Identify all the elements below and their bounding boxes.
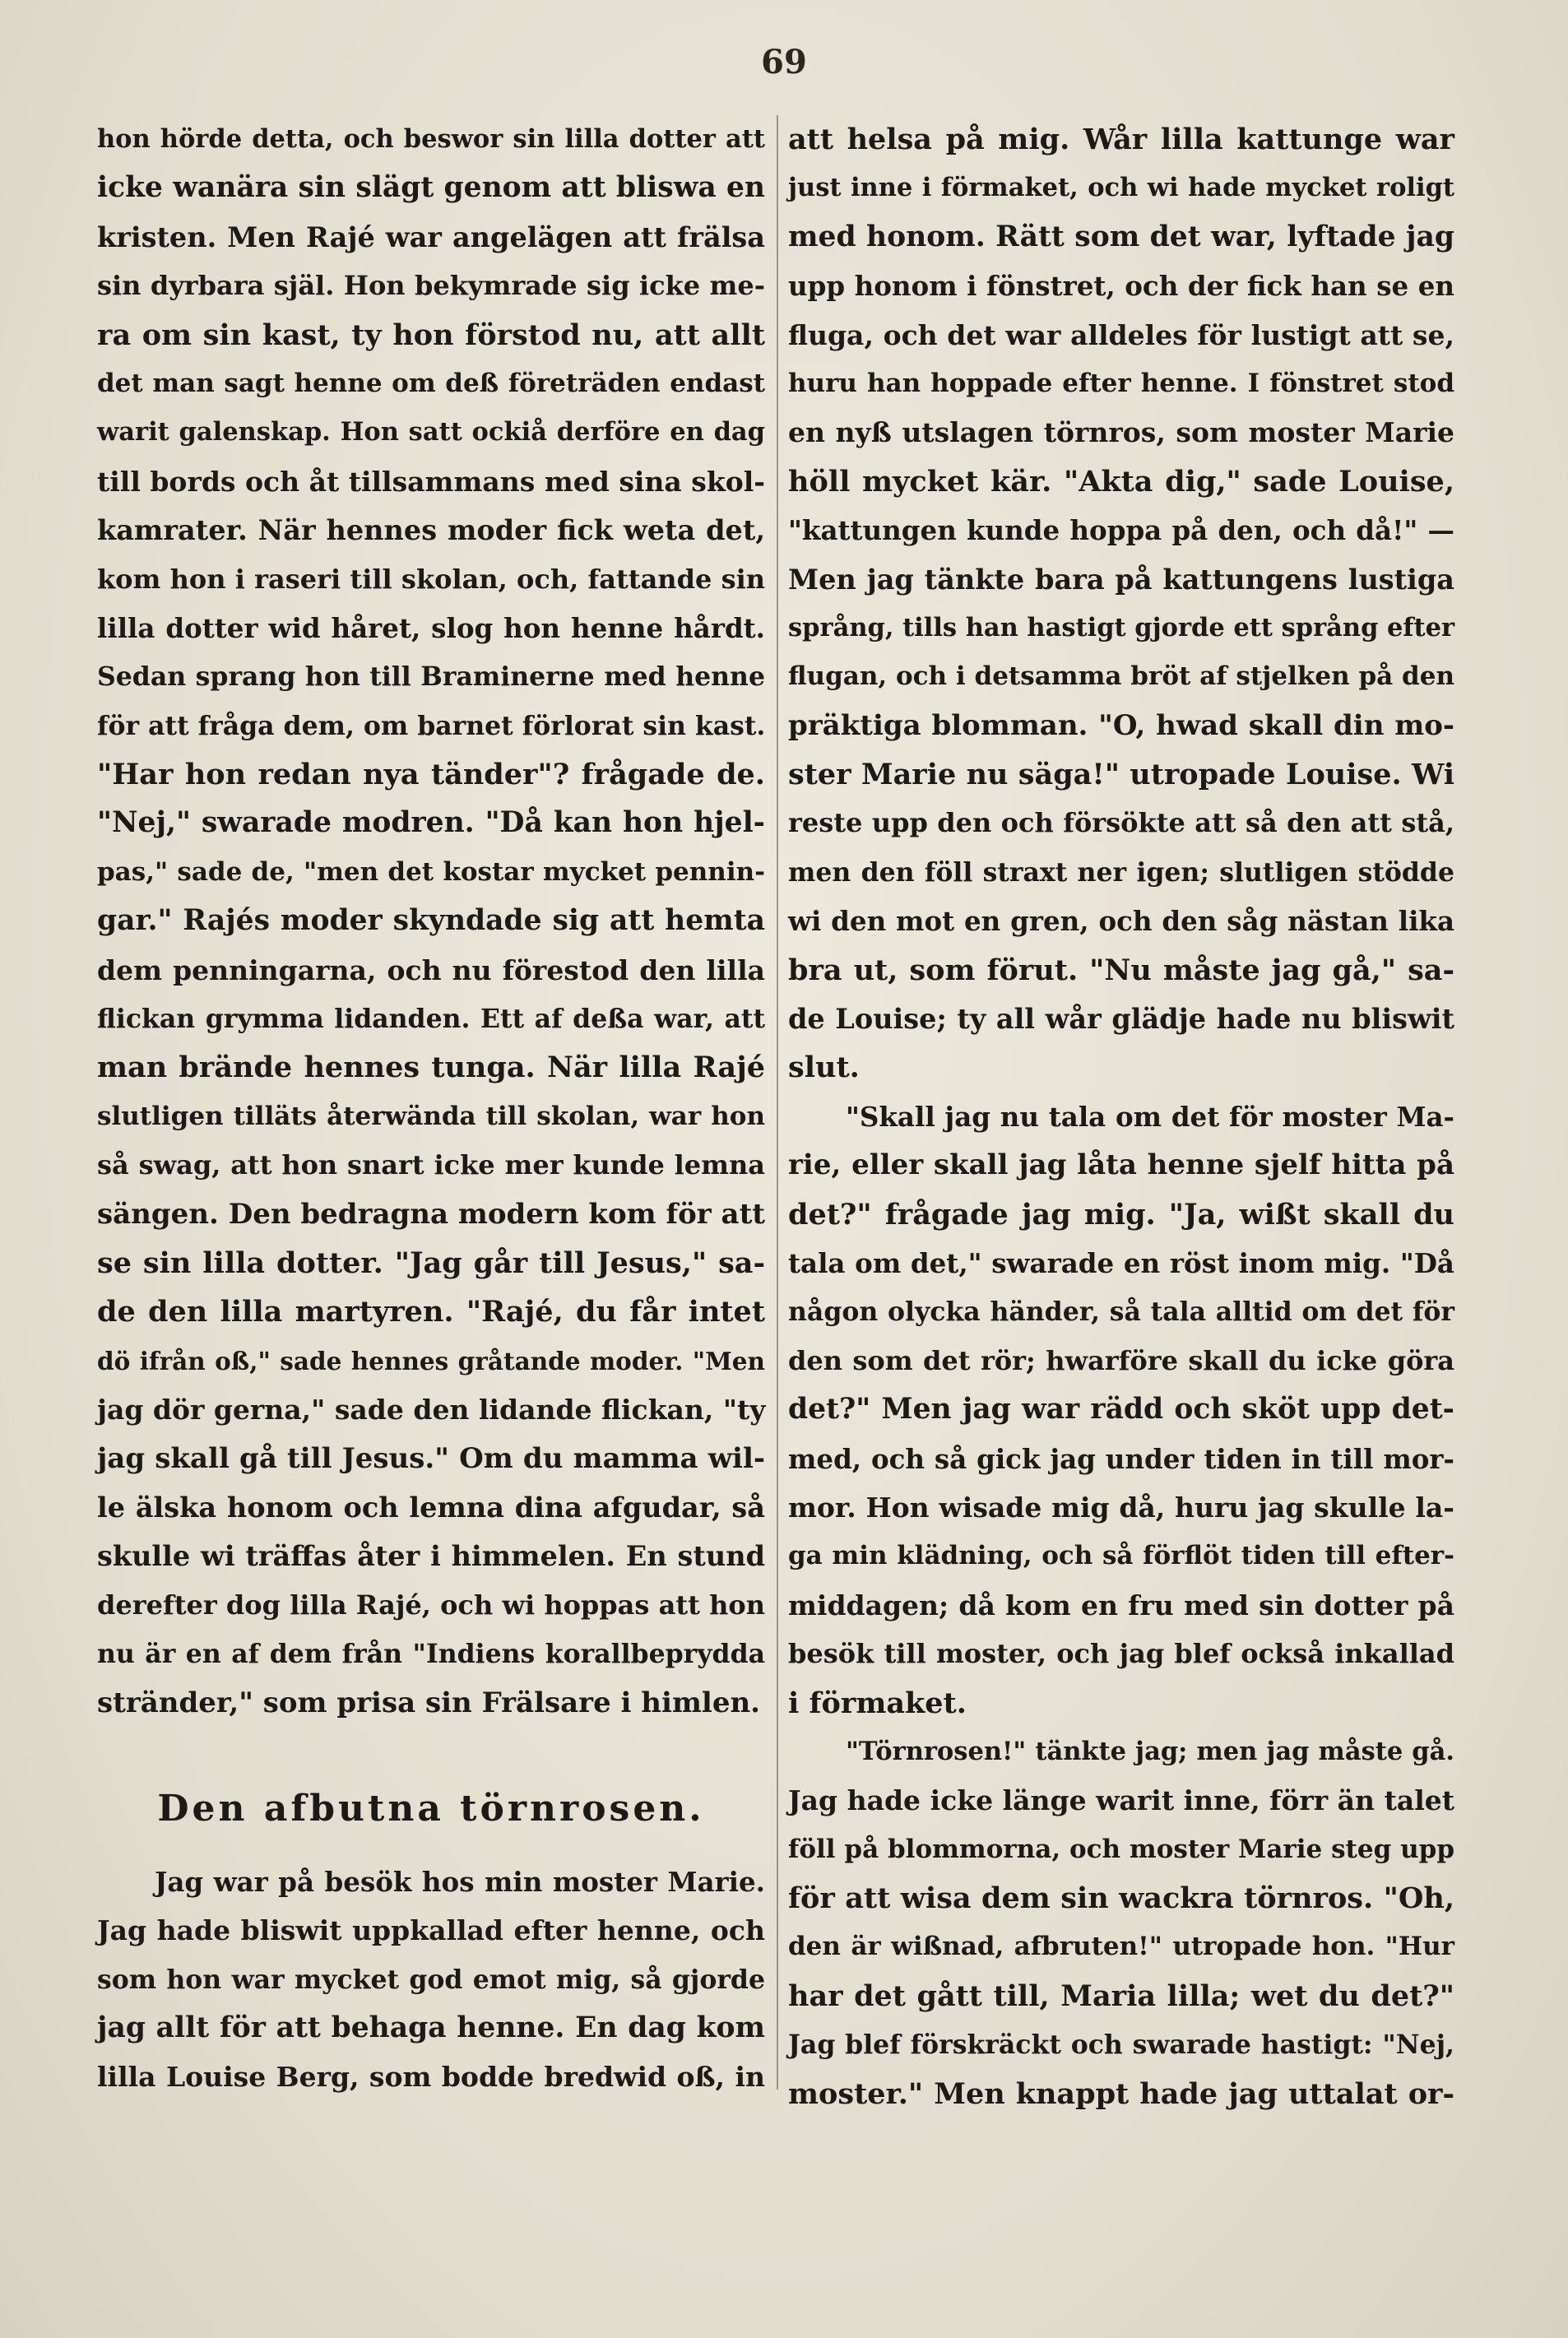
text-line: pas," sade de, "men det kostar mycket pennin-: [97, 856, 765, 887]
text-line: den som det rör; hwarföre skall du icke göra: [788, 1344, 1454, 1376]
right-column-text: [788, 115, 1454, 2118]
text-line: just inne i förmaket, och wi hade mycket roligt: [788, 173, 1454, 203]
text-line: föll på blommorna, och moster Marie steg upp: [788, 1834, 1454, 1864]
page-number: 69: [761, 43, 807, 81]
story-text: [97, 1858, 765, 2102]
text-line: "Törnrosen!" tänkte jag; men jag måste gå.: [846, 1736, 1454, 1766]
text-line: dö ifrån oß," sade hennes gråtande moder. "Men: [97, 1346, 765, 1375]
text-line: derefter dog lilla Rajé, och wi hoppas att hon: [97, 1589, 765, 1621]
text-line: bra ut, som förut. "Nu måste jag gå," sa-: [788, 953, 1454, 987]
text-line: kristen. Men Rajé war angelägen att frälsa: [97, 220, 765, 253]
text-line: flugan, och i detsamma bröt af stjelken på den: [788, 661, 1454, 692]
text-line: i förmaket.: [788, 1686, 967, 1720]
text-line: "kattungen kunde hoppa på den, och då!" —: [788, 514, 1454, 547]
text-line: reste upp den och försökte att så den att stå,: [788, 807, 1454, 839]
text-line: "Har hon redan nya tänder"? frågade de.: [97, 758, 765, 792]
text-line: hon hörde detta, och beswor sin lilla dotter att: [97, 124, 765, 154]
text-line: kom hon i raseri till skolan, och, fattande sin: [97, 563, 765, 595]
text-line: ster Marie nu säga!" utropade Louise. Wi: [788, 758, 1454, 792]
text-line: att helsa på mig. Wår lilla kattunge war: [788, 123, 1454, 156]
text-line: warit galenskap. Hon satt ockiå derföre en dag: [97, 417, 765, 448]
text-line: de den lilla martyren. "Rajé, du får intet: [97, 1295, 765, 1329]
text-line: ra om sin kast, ty hon förstod nu, att allt: [97, 318, 765, 352]
text-line: upp honom i fönstret, och der fick han se en: [788, 270, 1454, 303]
text-line: Sedan sprang hon till Braminerne med henne: [97, 661, 765, 693]
text-line: gar." Rajés moder skyndade sig att hemta: [97, 904, 765, 938]
text-line: den är wißnad, afbruten!" utropade hon. "Hur: [788, 1932, 1454, 1962]
text-line: Jag hade bliswit uppkallad efter henne, och: [97, 1914, 765, 1947]
text-line: lilla dotter wid håret, slog hon henne hårdt.: [97, 611, 765, 644]
text-line: jag allt för att behaga henne. En dag kom: [97, 2011, 765, 2045]
text-line: "Skall jag nu tala om det för moster Ma-: [846, 1100, 1454, 1133]
text-line: så swag, att hon snart icke mer kunde lemna: [97, 1149, 765, 1181]
text-line: besök till moster, och jag blef också inkallad: [788, 1638, 1454, 1670]
text-line: ga min klädning, och så förflöt tiden till efter-: [788, 1541, 1454, 1571]
text-line: slutligen tilläts återwända till skolan, war hon: [97, 1101, 765, 1131]
text-line: dem penningarna, och nu förestod den lilla: [97, 953, 765, 986]
text-line: lilla Louise Berg, som bodde bredwid oß, in: [97, 2061, 765, 2094]
column-divider: [777, 115, 778, 2090]
text-line: Jag war på besök hos min moster Marie.: [155, 1865, 765, 1898]
left-column-text: [97, 115, 765, 1728]
text-line: "Nej," swarade modren. "Då kan hon hjel-: [97, 806, 765, 840]
text-line: huru han hoppade efter henne. I fönstret stod: [788, 368, 1454, 398]
text-line: kamrater. När hennes moder fick weta det,: [97, 514, 765, 547]
right-column: [788, 115, 1454, 2118]
text-line: en nyß utslagen törnros, som moster Marie: [788, 416, 1454, 449]
text-line: de Louise; ty all wår glädje hade nu bliswit: [788, 1003, 1454, 1036]
text-line: språng, tills han hastigt gjorde ett språng efter: [788, 612, 1455, 642]
text-line: icke wanära sin slägt genom att bliswa en: [97, 171, 765, 205]
left-column: [97, 115, 765, 2102]
text-line: Men jag tänkte bara på kattungens lustiga: [788, 563, 1454, 596]
text-line: slut.: [788, 1051, 860, 1085]
text-line: le älska honom och lemna dina afgudar, så: [97, 1491, 765, 1524]
text-line: präktiga blomman. "O, hwad skall din mo-: [788, 708, 1454, 742]
text-line: det man sagt henne om deß företräden endast: [97, 368, 765, 398]
text-line: nu är en af dem från "Indiens korallbeprydda: [97, 1639, 765, 1670]
text-line: sängen. Den bedragna modern kom för att: [97, 1197, 765, 1231]
text-line: höll mycket kär. "Akta dig," sade Louise,: [788, 464, 1454, 499]
text-line: har det gått till, Maria lilla; wet du det?": [788, 1978, 1454, 2013]
text-line: skulle wi träffas åter i himmelen. En stund: [97, 1540, 765, 1573]
text-line: se sin lilla dotter. "Jag går till Jesus," sa-: [97, 1246, 765, 1280]
text-line: men den föll straxt ner igen; slutligen stödde: [788, 856, 1454, 888]
text-line: med, och så gick jag under tiden in till mor-: [788, 1442, 1454, 1475]
text-line: det?" frågade jag mig. "Ja, wißt skall du: [788, 1197, 1454, 1232]
text-line: till bords och åt tillsammans med sina skol-: [97, 465, 765, 498]
text-line: för att wisa dem sin wackra törnros. "Oh,: [788, 1881, 1454, 1916]
text-line: rie, eller skall jag låta henne sjelf hitta på: [788, 1148, 1454, 1182]
story-heading: Den afbutna törnrosen.: [157, 1787, 705, 1830]
text-line: stränder," som prisa sin Frälsare i himlen.: [97, 1686, 761, 1719]
text-line: som hon war mycket god emot mig, så gjorde: [97, 1964, 765, 1995]
text-line: sin dyrbara själ. Hon bekymrade sig icke me-: [97, 270, 765, 302]
text-line: middagen; då kom en fru med sin dotter på: [788, 1589, 1454, 1621]
text-line: moster." Men knappt hade jag uttalat or-: [788, 2076, 1454, 2111]
text-line: jag dör gerna," sade den lidande flickan, "ty: [97, 1394, 766, 1426]
text-line: tala om det," swarade en röst inom mig. "Då: [788, 1246, 1454, 1279]
text-line: mor. Hon wisade mig då, huru jag skulle la-: [788, 1491, 1454, 1524]
text-line: Jag hade icke länge warit inne, förr än talet: [788, 1784, 1454, 1817]
text-line: man brände hennes tunga. När lilla Rajé: [97, 1051, 765, 1085]
text-line: med honom. Rätt som det war, lyftade jag: [788, 220, 1454, 253]
text-line: wi den mot en gren, och den såg nästan lika: [788, 905, 1454, 938]
heading-spacer: [97, 1728, 765, 1760]
text-line: någon olycka händer, så tala alltid om det för: [788, 1297, 1454, 1328]
text-line: flickan grymma lidanden. Ett af deßa war, att: [97, 1004, 765, 1035]
text-line: för att fråga dem, om barnet förlorat sin kast.: [97, 710, 766, 741]
text-line: det?" Men jag war rädd och sköt upp det-: [788, 1393, 1454, 1426]
text-line: fluga, och det war alldeles för lustigt att se,: [788, 318, 1454, 351]
text-line: Jag blef förskräckt och swarade hastigt: "Nej,: [788, 2030, 1454, 2061]
text-line: jag skall gå till Jesus." Om du mamma wil-: [97, 1441, 765, 1475]
